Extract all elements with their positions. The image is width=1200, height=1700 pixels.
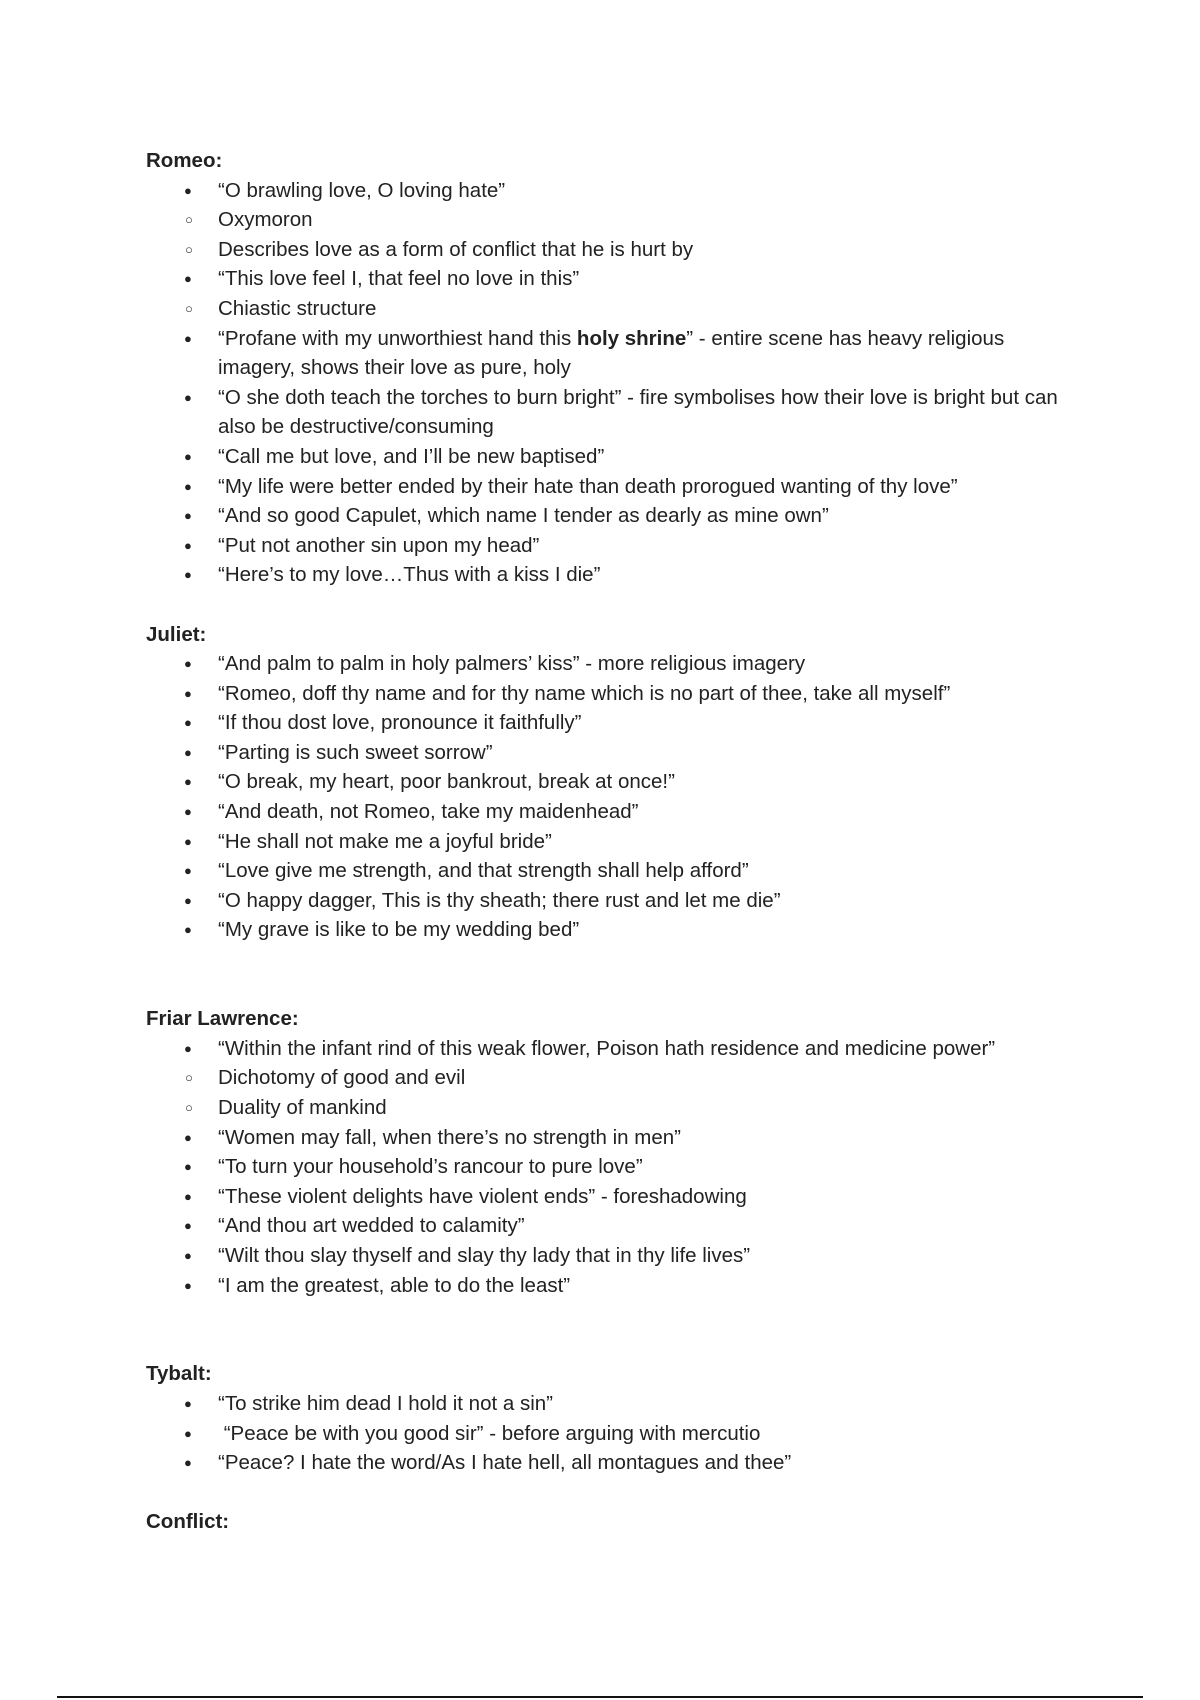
section-romeo: [146, 146, 1076, 590]
list-item: [146, 1419, 1076, 1449]
sub-list-container: [146, 294, 1076, 324]
page-divider: [57, 1696, 1143, 1698]
quote-text: “O break, my heart, poor bankrout, break at once!”: [218, 770, 675, 794]
quote-text-pre: “Profane with my unworthiest hand this: [218, 326, 577, 350]
spacer: [146, 590, 1076, 620]
quote-text: “Wilt thou slay thyself and slay thy lady that in thy life lives”: [218, 1243, 751, 1267]
quote-text: “O she doth teach the torches to burn bright” - fire symbolises how their love is bright but can also be destructive/consuming: [218, 385, 1058, 439]
list-item: [146, 856, 1076, 886]
circle-bullet-icon: [185, 235, 193, 267]
quote-text: “If thou dost love, pronounce it faithfully”: [218, 711, 582, 735]
bullet-icon: [184, 472, 192, 504]
sub-list-item: [146, 1093, 1076, 1123]
bullet-list: [146, 1389, 1076, 1478]
list-item: [146, 1241, 1076, 1271]
bullet-icon: [184, 827, 192, 859]
circle-bullet-icon: [185, 205, 193, 237]
quote-text: “My grave is like to be my wedding bed”: [218, 918, 580, 942]
section-heading: Friar Lawrence:: [146, 1007, 299, 1031]
note-text: Oxymoron: [218, 208, 313, 232]
bullet-list: [146, 1034, 1076, 1300]
section-friar-lawrence: [146, 1004, 1076, 1300]
bullet-list: [146, 176, 1076, 590]
quote-text: “O happy dagger, This is thy sheath; there rust and let me die”: [218, 888, 781, 912]
list-item: [146, 679, 1076, 709]
quote-text: “Peace? I hate the word/As I hate hell, all montagues and thee”: [218, 1451, 792, 1475]
bullet-icon: [184, 176, 192, 208]
quote-text: “Within the infant rind of this weak flower, Poison hath residence and medicine power”: [218, 1036, 996, 1060]
quote-text: “Put not another sin upon my head”: [218, 533, 540, 557]
bullet-icon: [184, 383, 192, 415]
circle-bullet-icon: [185, 1093, 193, 1125]
sub-list-item: [146, 235, 1076, 265]
list-item: [146, 501, 1076, 531]
list-item: [146, 176, 1076, 206]
bullet-icon: [184, 856, 192, 888]
spacer: [146, 1478, 1076, 1508]
bullet-icon: [184, 1123, 192, 1155]
list-item: [146, 1034, 1076, 1064]
document-body: [146, 146, 1076, 1537]
quote-text: “I am the greatest, able to do the least”: [218, 1273, 571, 1297]
bullet-icon: [184, 1241, 192, 1273]
sub-bullet-list: [146, 205, 1076, 264]
bullet-icon: [184, 531, 192, 563]
quote-text: “Love give me strength, and that strength shall help afford”: [218, 859, 749, 883]
bullet-icon: [184, 1419, 192, 1451]
list-item: [146, 915, 1076, 945]
quote-text: “And so good Capulet, which name I tender as dearly as mine own”: [218, 504, 829, 528]
list-item: [146, 324, 1076, 383]
bullet-icon: [184, 1271, 192, 1303]
list-item: [146, 827, 1076, 857]
list-item: [146, 797, 1076, 827]
list-item: [146, 472, 1076, 502]
bullet-icon: [184, 797, 192, 829]
quote-text: “To strike him dead I hold it not a sin”: [218, 1391, 553, 1415]
list-item: [146, 1182, 1076, 1212]
list-item: [146, 264, 1076, 294]
bullet-icon: [184, 649, 192, 681]
bullet-icon: [184, 1182, 192, 1214]
quote-text: “Parting is such sweet sorrow”: [218, 740, 493, 764]
list-item: [146, 1152, 1076, 1182]
list-item: [146, 560, 1076, 590]
bullet-icon: [184, 1034, 192, 1066]
bullet-icon: [184, 1152, 192, 1184]
note-text: Describes love as a form of conflict that he is hurt by: [218, 237, 694, 261]
section-heading: Romeo:: [146, 149, 223, 172]
section-heading: Tybalt:: [146, 1362, 212, 1386]
section-heading: Juliet:: [146, 622, 207, 646]
sub-list-item: [146, 205, 1076, 235]
bullet-icon: [184, 679, 192, 711]
bullet-icon: [184, 767, 192, 799]
quote-text: “Romeo, doff thy name and for thy name which is no part of thee, take all myself”: [218, 681, 951, 705]
list-item: [146, 1389, 1076, 1419]
list-item: [146, 1211, 1076, 1241]
bullet-icon: [184, 1448, 192, 1480]
list-item: [146, 531, 1076, 561]
list-item: [146, 649, 1076, 679]
circle-bullet-icon: [185, 1063, 193, 1095]
bullet-icon: [184, 1389, 192, 1421]
quote-text: “And palm to palm in holy palmers’ kiss” - more religious imagery: [218, 652, 806, 676]
bullet-list: [146, 649, 1076, 945]
quote-text-post: ” - entire scene has heavy religious imagery, shows their love as pure, holy: [218, 326, 1005, 380]
section-conflict: [146, 1507, 1076, 1537]
list-item: [146, 442, 1076, 472]
sub-list-item: [146, 294, 1076, 324]
quote-text: “O brawling love, O loving hate”: [218, 178, 506, 202]
list-item: [146, 767, 1076, 797]
section-tybalt: [146, 1359, 1076, 1477]
bullet-icon: [184, 324, 192, 356]
quote-text: “And thou art wedded to calamity”: [218, 1214, 525, 1238]
bullet-icon: [184, 264, 192, 296]
spacer: [146, 945, 1076, 1004]
spacer: [146, 1300, 1076, 1359]
quote-text: “This love feel I, that feel no love in this”: [218, 267, 580, 291]
list-item: [146, 383, 1076, 442]
quote-text: “To turn your household’s rancour to pure love”: [218, 1155, 643, 1179]
sub-list-container: [146, 205, 1076, 264]
bullet-icon: [184, 915, 192, 947]
bullet-icon: [184, 442, 192, 474]
sub-list-item: [146, 1063, 1076, 1093]
quote-text-bold: holy shrine: [576, 326, 687, 350]
bullet-icon: [184, 1211, 192, 1243]
list-item: [146, 708, 1076, 738]
quote-text: “Call me but love, and I’ll be new baptised”: [218, 444, 605, 468]
quote-text: “Women may fall, when there’s no strength in men”: [218, 1125, 681, 1149]
quote-text: “These violent delights have violent ends” - foreshadowing: [218, 1184, 747, 1208]
sub-list-container: [146, 1063, 1076, 1122]
list-item: [146, 886, 1076, 916]
note-text: Dichotomy of good and evil: [218, 1066, 466, 1090]
circle-bullet-icon: [185, 294, 193, 326]
quote-text: “He shall not make me a joyful bride”: [218, 829, 552, 853]
list-item: [146, 1271, 1076, 1301]
sub-bullet-list: [146, 1063, 1076, 1122]
section-juliet: [146, 620, 1076, 946]
list-item: [146, 738, 1076, 768]
bullet-icon: [184, 738, 192, 770]
bullet-icon: [184, 560, 192, 592]
section-heading: Conflict:: [146, 1510, 230, 1534]
bullet-icon: [184, 886, 192, 918]
list-item: [146, 1123, 1076, 1153]
quote-text: “Here’s to my love…Thus with a kiss I die”: [218, 563, 601, 587]
bullet-icon: [184, 501, 192, 533]
note-text: Duality of mankind: [218, 1096, 387, 1119]
note-text: Chiastic structure: [218, 296, 377, 320]
sub-bullet-list: [146, 294, 1076, 324]
quote-text: “My life were better ended by their hate than death prorogued wanting of thy love”: [218, 474, 958, 498]
quote-text: “Peace be with you good sir” - before arguing with mercutio: [218, 1421, 761, 1445]
list-item: [146, 1448, 1076, 1478]
bullet-icon: [184, 708, 192, 740]
quote-text: “And death, not Romeo, take my maidenhead”: [218, 800, 639, 824]
